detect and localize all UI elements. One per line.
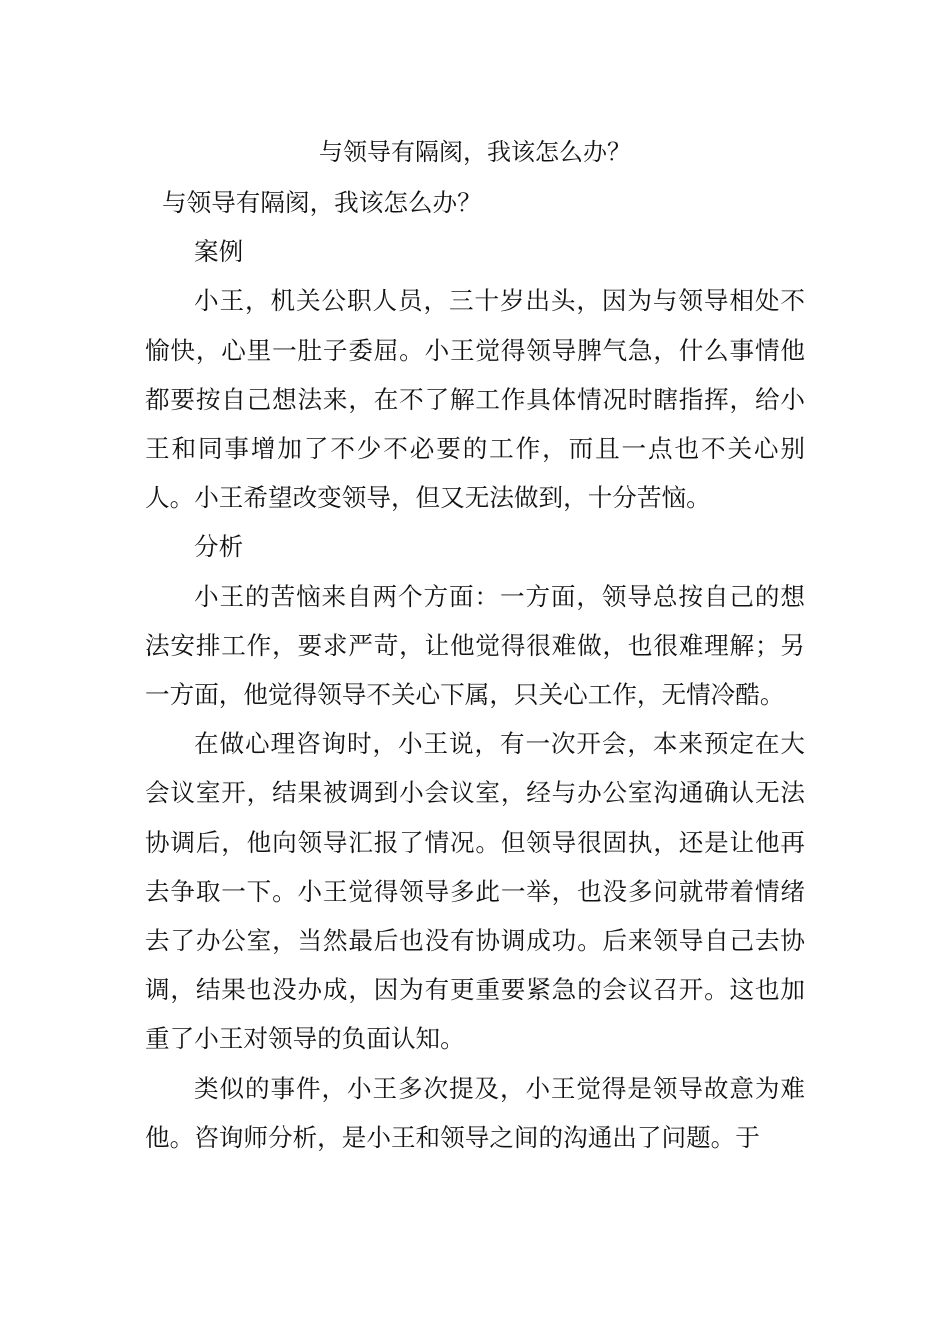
- case-paragraph: 小王，机关公职人员，三十岁出头，因为与领导相处不愉快，心里一肚子委屈。小王觉得领导脾气急，什么事情他都要按自己想法来，在不了解工作具体情况时瞎指挥，给小王和同事增加了不少不必要的工作，而且一点也不关心别人。小王希望改变领导，但又无法做到，十分苦恼。: [145, 286, 805, 513]
- document-body: [145, 178, 805, 1162]
- analysis-paragraph-3: 类似的事件，小王多次提及，小王觉得是领导故意为难他。咨询师分析，是小王和领导之间的沟通出了问题。于: [145, 1073, 805, 1152]
- article-subtitle: 与领导有隔阂，我该怎么办？: [162, 188, 482, 217]
- page-title: 与领导有隔阂，我该怎么办？: [319, 138, 631, 166]
- analysis-paragraph-1: 小王的苦恼来自两个方面：一方面，领导总按自己的想法安排工作，要求严苛，让他觉得很难做，也很难理解；另一方面，他觉得领导不关心下属，只关心工作，无情冷酷。: [145, 581, 805, 710]
- analysis-paragraph-2: 在做心理咨询时，小王说，有一次开会，本来预定在大会议室开，结果被调到小会议室，经与办公室沟通确认无法协调后，他向领导汇报了情况。但领导很固执，还是让他再去争取一下。小王觉得领导多此一举，也没多问就带着情绪去了办公室，当然最后也没有协调成功。后来领导自己去协调，结果也没办成，因为有更重要紧急的会议召开。这也加重了小王对领导的负面认知。: [145, 729, 805, 1054]
- case-heading: 案例: [194, 237, 244, 267]
- analysis-heading: 分析: [194, 532, 244, 562]
